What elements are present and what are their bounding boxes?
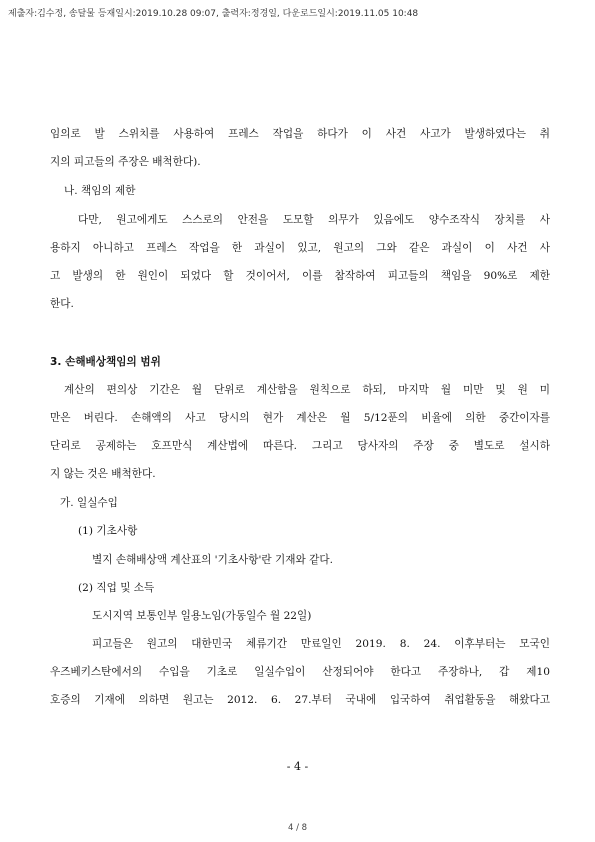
paragraph-line: 다만, 원고에게도 스스로의 안전을 도모할 의무가 있음에도 양수조작식 장치를 사 <box>78 214 550 226</box>
paragraph-line: 만은 버린다. 손해액의 사고 당시의 현가 계산은 월 5/12푼의 비율에 의한 중간이자를 <box>50 412 550 424</box>
subsection-heading-2: (2) 직업 및 소득 <box>78 582 155 594</box>
paragraph-line: 호증의 기재에 의하면 원고는 2012. 6. 27.부터 국내에 입국하여 취업활동을 해왔다고 <box>50 694 550 706</box>
section-heading-3: 3. 손해배상책임의 범위 <box>50 356 161 368</box>
section-heading-ga: 가. 일실수입 <box>60 497 118 509</box>
subsection-heading-1: (1) 기초사항 <box>78 525 138 537</box>
paragraph-line: 우즈베키스탄에서의 수입을 기초로 일실수입이 산정되어야 한다고 주장하나, 갑 제10 <box>50 666 550 678</box>
paragraph-line: 한다. <box>50 298 74 310</box>
page-number: - 4 - <box>286 760 309 773</box>
page-count: 4 / 8 <box>287 823 308 833</box>
subsection-text: 도시지역 보통인부 일용노임(가동일수 월 22일) <box>92 610 312 622</box>
paragraph-line: 지의 피고들의 주장은 배척한다). <box>50 156 201 168</box>
subsection-text: 별지 손해배상액 계산표의 '기초사항'란 기재와 같다. <box>92 554 333 566</box>
paragraph-line: 임의로 발 스위치를 사용하여 프레스 작업을 하다가 이 사건 사고가 발생하였다는 취 <box>50 128 550 140</box>
paragraph-line: 계산의 편의상 기간은 월 단위로 계산함을 원칙으로 하되, 마지막 월 미만 및 원 미 <box>64 384 550 396</box>
paragraph-line: 용하지 아니하고 프레스 작업을 한 과실이 있고, 원고의 그와 같은 과실이 이 사건 사 <box>50 242 550 254</box>
paragraph-line: 단리로 공제하는 호프만식 계산법에 따른다. 그리고 당사자의 주장 중 별도로 설시하 <box>50 440 550 452</box>
paragraph-line: 피고들은 원고의 대한민국 체류기간 만료일인 2019. 8. 24. 이후부터는 모국인 <box>92 638 550 650</box>
paragraph-line: 지 않는 것은 배척한다. <box>50 468 156 480</box>
section-heading-na: 나. 책임의 제한 <box>64 185 136 197</box>
document-submission-header: 제출자:김수정, 송달물 등재일시:2019.10.28 09:07, 출력자:정경일, 다운로드일시:2019.11.05 10:48 <box>8 9 419 19</box>
paragraph-line: 고 발생의 한 원인이 되었다 할 것이어서, 이를 참작하여 피고들의 책임을 90%로 제한 <box>50 270 550 282</box>
